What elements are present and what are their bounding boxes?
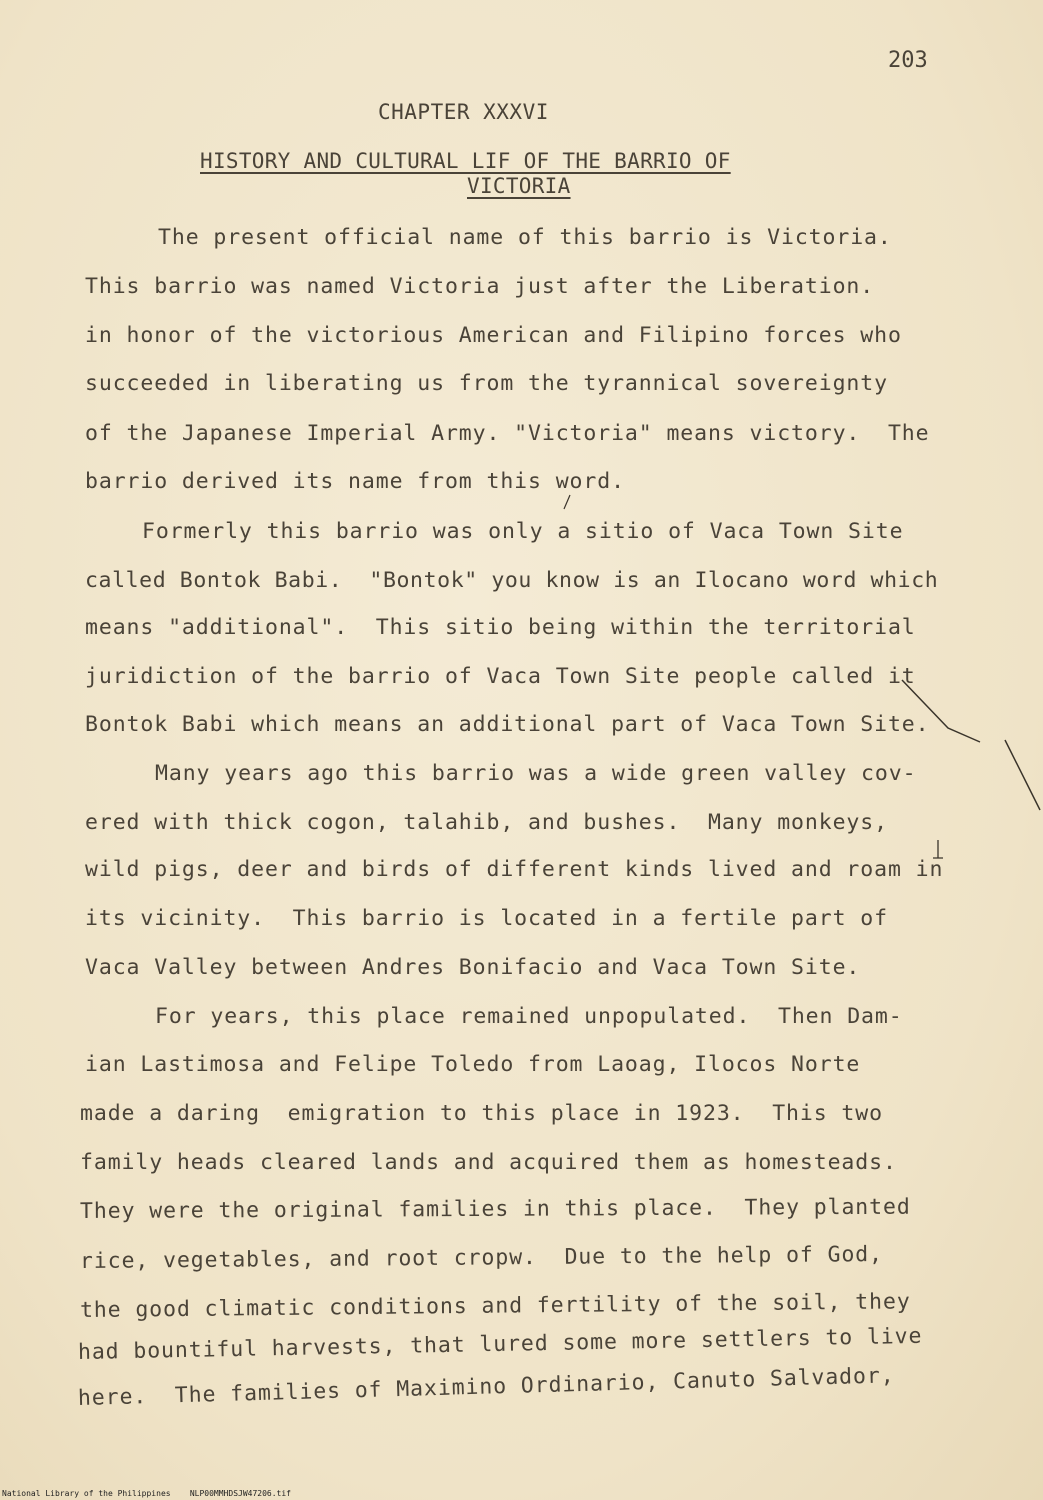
body-line: had bountiful harvests, that lured some more settlers to live <box>77 1323 923 1365</box>
body-line: Bontok Babi which means an additional part of Vaca Town Site. <box>85 712 930 737</box>
body-line: Vaca Valley between Andres Bonifacio and Vaca Town Site. <box>85 955 861 980</box>
body-line: its vicinity. This barrio is located in a fertile part of <box>85 906 888 931</box>
body-line: Formerly this barrio was only a sitio of Vaca Town Site <box>142 519 904 544</box>
page-number: 203 <box>888 48 928 73</box>
body-line: means "additional". This sitio being within the territorial <box>85 615 916 640</box>
body-line: ered with thick cogon, talahib, and bushes. Many monkeys, <box>85 810 888 835</box>
body-line: rice, vegetables, and root cropw. Due to the help of God, <box>79 1241 884 1274</box>
body-line: made a daring emigration to this place in 1923. This two <box>80 1101 883 1126</box>
body-line: called Bontok Babi. "Bontok" you know is an Ilocano word which <box>85 568 939 593</box>
body-line: in honor of the victorious American and Filipino forces who <box>85 323 902 348</box>
title-line-1: HISTORY AND CULTURAL LIF OF THE BARRIO OF <box>200 149 731 173</box>
body-line: here. The families of Maximino Ordinario, Canuto Salvador, <box>77 1363 895 1411</box>
handwritten-tick-mark <box>560 493 574 513</box>
body-line: The present official name of this barrio is Victoria. <box>158 225 892 250</box>
body-line: ian Lastimosa and Felipe Toledo from Laoag, Ilocos Norte <box>85 1052 861 1077</box>
footer-source-label: National Library of the Philippines NLP00MMHDSJW47206.tif <box>2 1489 291 1498</box>
body-line: family heads cleared lands and acquired them as homesteads. <box>80 1150 897 1175</box>
body-line: barrio derived its name from this word. <box>85 469 625 494</box>
body-line: They were the original families in this place. They planted <box>79 1194 911 1224</box>
title-line-2: VICTORIA <box>467 174 571 198</box>
handwritten-correction-mark <box>890 670 1043 830</box>
body-line: of the Japanese Imperial Army. "Victoria" means victory. The <box>85 421 930 446</box>
body-line: For years, this place remained unpopulated. Then Dam- <box>155 1004 903 1029</box>
body-line: wild pigs, deer and birds of different kinds lived and roam in <box>85 857 944 882</box>
body-line: the good climatic conditions and fertility of the soil, they <box>79 1289 911 1323</box>
chapter-heading: CHAPTER XXXVI <box>378 100 549 124</box>
handwritten-insert-mark <box>930 838 950 868</box>
body-line: This barrio was named Victoria just after the Liberation. <box>85 274 875 299</box>
body-line: juridiction of the barrio of Vaca Town Site people called it <box>85 664 916 689</box>
body-line: Many years ago this barrio was a wide green valley cov- <box>155 761 917 786</box>
body-line: succeeded in liberating us from the tyrannical sovereignty <box>85 371 888 396</box>
